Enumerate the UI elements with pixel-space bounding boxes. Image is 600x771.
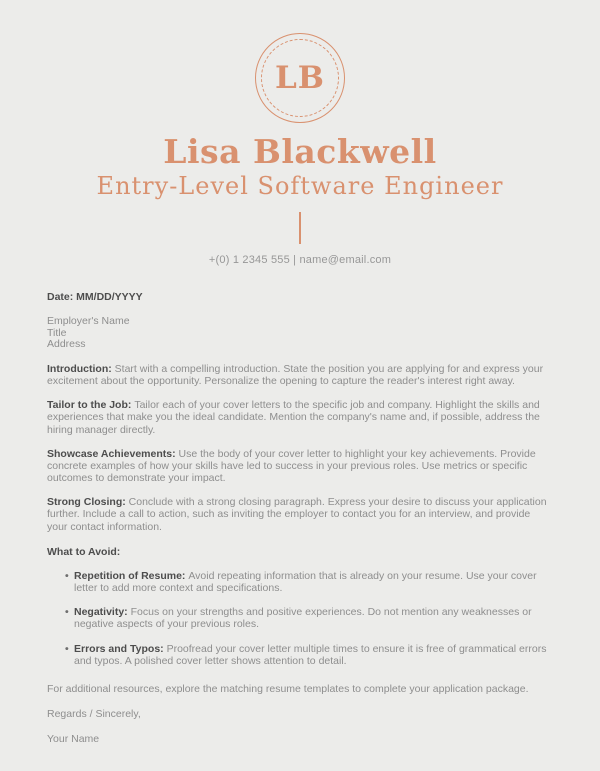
monogram-logo-inner-ring [261, 39, 339, 117]
recipient-line: Title [47, 326, 67, 339]
closing-line: Regards / Sincerely, [47, 708, 141, 721]
avoid-item-text: Negativity: Focus on your strengths and positive experiences. Do not mention any weaknesses or negative aspects of your previous roles. [74, 606, 532, 631]
bullet-marker: • [65, 642, 69, 655]
avoid-item-lead: Errors and Typos: [74, 642, 167, 655]
header-divider [299, 212, 301, 244]
avoid-heading: What to Avoid: [47, 545, 121, 558]
letter-paragraph: Introduction: Start with a compelling introduction. State the position you are applying for and express your excitement about the opportunity. Personalize the opening to capture the reader's interest right away. [47, 362, 544, 387]
person-name: Lisa Blackwell [163, 132, 437, 171]
closing-line: Your Name [47, 733, 100, 746]
recipient-line: Address [47, 338, 86, 351]
date-line: Date: MM/DD/YYYY [47, 291, 143, 303]
monogram-logo [255, 33, 345, 123]
letter-paragraph: Tailor to the Job: Tailor each of your cover letters to the specific job and company. Highlight the skills and experiences that make you the ideal candidate. Mention the company's name and, if possible, address the hiring manager directly. [47, 399, 540, 436]
closing-block [47, 683, 553, 746]
bullet-marker: • [65, 606, 69, 619]
avoid-item-text: Repetition of Resume: Avoid repeating information that is already on your resume. Use your cover letter to add more context and specifications. [74, 569, 537, 595]
avoid-item-lead: Negativity: [74, 606, 131, 619]
paragraph-lead: Introduction: [47, 362, 115, 375]
avoid-list-item [65, 570, 553, 594]
bullet-marker: • [65, 569, 69, 582]
closing-line: For additional resources, explore the matching resume templates to complete your application package. [47, 682, 529, 695]
avoid-list [47, 570, 553, 667]
letter-header [47, 33, 553, 266]
letter-paragraphs [47, 363, 553, 533]
person-title: Entry-Level Software Engineer [96, 172, 504, 200]
recipient-line: Employer's Name [47, 315, 130, 328]
avoid-list-item [65, 606, 553, 630]
avoid-item-lead: Repetition of Resume: [74, 569, 189, 582]
paragraph-lead: Strong Closing: [47, 496, 129, 509]
letter-paragraph: Showcase Achievements: Use the body of your cover letter to highlight your key achievements. Provide concrete examples of how your skills have led to success in your previous roles. Use metrics or specific outcomes to demonstrate your impact. [47, 447, 536, 485]
monogram-initials: LB [275, 60, 325, 96]
letter-body [47, 291, 553, 745]
recipient-block [47, 316, 553, 351]
avoid-list-item [65, 643, 553, 667]
paragraph-lead: Showcase Achievements: [47, 447, 179, 460]
contact-line: +(0) 1 2345 555 | name@email.com [208, 254, 392, 266]
paragraph-lead: Tailor to the Job: [47, 399, 135, 412]
avoid-item-text: Errors and Typos: Proofread your cover letter multiple times to ensure it is free of grammatical errors and typos. A polished cover letter shows attention to detail. [74, 642, 547, 667]
letter-paragraph: Strong Closing: Conclude with a strong closing paragraph. Express your desire to discuss your application further. Include a call to action, such as inviting the employer to contact you for an interview, and provide your contact information. [47, 496, 547, 533]
